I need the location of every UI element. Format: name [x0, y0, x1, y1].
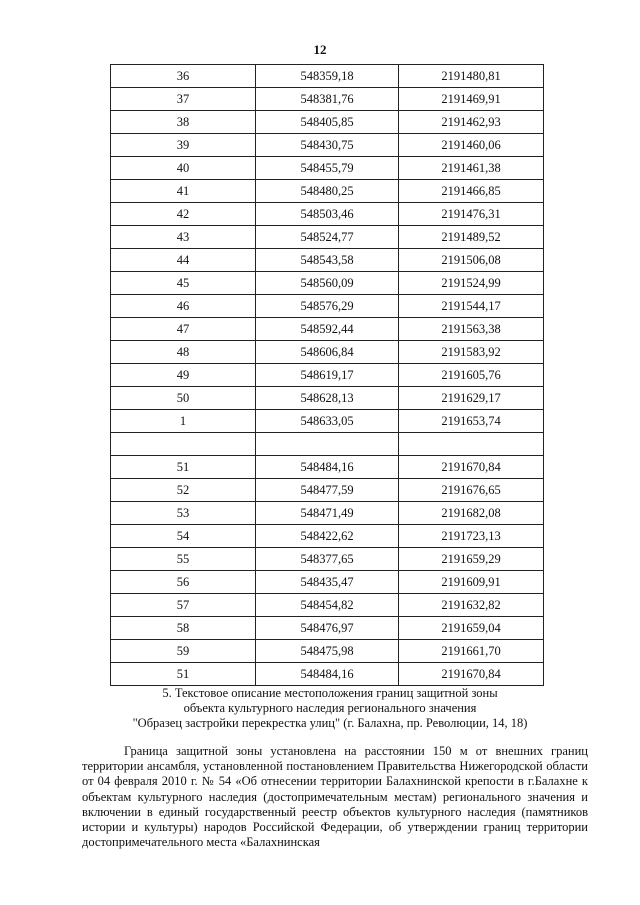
table-row: [111, 318, 544, 341]
x-coordinate-cell: 548359,18: [256, 65, 399, 88]
point-number-cell: 46: [111, 295, 256, 318]
point-number-cell: 42: [111, 203, 256, 226]
y-coordinate-cell: 2191544,17: [399, 295, 544, 318]
y-coordinate-cell: 2191506,08: [399, 249, 544, 272]
point-number-cell: 1: [111, 410, 256, 433]
y-coordinate-cell: 2191659,04: [399, 617, 544, 640]
point-number-cell: 38: [111, 111, 256, 134]
y-coordinate-cell: 2191723,13: [399, 525, 544, 548]
x-coordinate-cell: 548576,29: [256, 295, 399, 318]
x-coordinate-cell: 548475,98: [256, 640, 399, 663]
section-title-line-3: "Образец застройки перекрестка улиц" (г. Балахна, пр. Революции, 14, 18): [132, 716, 528, 730]
x-coordinate-cell: 548484,16: [256, 456, 399, 479]
y-coordinate-cell: 2191480,81: [399, 65, 544, 88]
x-coordinate-cell: 548430,75: [256, 134, 399, 157]
point-number-cell: [111, 433, 256, 456]
x-coordinate-cell: 548503,46: [256, 203, 399, 226]
point-number-cell: 41: [111, 180, 256, 203]
y-coordinate-cell: 2191489,52: [399, 226, 544, 249]
y-coordinate-cell: 2191563,38: [399, 318, 544, 341]
point-number-cell: 39: [111, 134, 256, 157]
point-number-cell: 45: [111, 272, 256, 295]
body-paragraph: [82, 744, 588, 850]
table-row: [111, 640, 544, 663]
table-row: [111, 548, 544, 571]
point-number-cell: 52: [111, 479, 256, 502]
y-coordinate-cell: 2191670,84: [399, 663, 544, 686]
y-coordinate-cell: 2191661,70: [399, 640, 544, 663]
point-number-cell: 36: [111, 65, 256, 88]
y-coordinate-cell: 2191659,29: [399, 548, 544, 571]
x-coordinate-cell: 548455,79: [256, 157, 399, 180]
point-number-cell: 58: [111, 617, 256, 640]
y-coordinate-cell: 2191632,82: [399, 594, 544, 617]
table-row: [111, 111, 544, 134]
x-coordinate-cell: 548606,84: [256, 341, 399, 364]
x-coordinate-cell: [256, 433, 399, 456]
table-row: [111, 65, 544, 88]
point-number-cell: 48: [111, 341, 256, 364]
x-coordinate-cell: 548477,59: [256, 479, 399, 502]
y-coordinate-cell: 2191629,17: [399, 387, 544, 410]
table-row: [111, 341, 544, 364]
y-coordinate-cell: 2191653,74: [399, 410, 544, 433]
point-number-cell: 43: [111, 226, 256, 249]
point-number-cell: 51: [111, 456, 256, 479]
table-row: [111, 295, 544, 318]
point-number-cell: 37: [111, 88, 256, 111]
table-row: [111, 387, 544, 410]
point-number-cell: 55: [111, 548, 256, 571]
table-row: [111, 364, 544, 387]
x-coordinate-cell: 548484,16: [256, 663, 399, 686]
y-coordinate-cell: 2191670,84: [399, 456, 544, 479]
x-coordinate-cell: 548422,62: [256, 525, 399, 548]
y-coordinate-cell: 2191682,08: [399, 502, 544, 525]
x-coordinate-cell: 548405,85: [256, 111, 399, 134]
x-coordinate-cell: 548454,82: [256, 594, 399, 617]
table-row: [111, 157, 544, 180]
point-number-cell: 51: [111, 663, 256, 686]
point-number-cell: 53: [111, 502, 256, 525]
x-coordinate-cell: 548592,44: [256, 318, 399, 341]
table-row: [111, 525, 544, 548]
table-row: [111, 203, 544, 226]
x-coordinate-cell: 548471,49: [256, 502, 399, 525]
y-coordinate-cell: 2191460,06: [399, 134, 544, 157]
table-row: [111, 226, 544, 249]
section-title: [80, 686, 580, 731]
table-row: [111, 249, 544, 272]
x-coordinate-cell: 548480,25: [256, 180, 399, 203]
point-number-cell: 54: [111, 525, 256, 548]
table-row: [111, 571, 544, 594]
y-coordinate-cell: 2191609,91: [399, 571, 544, 594]
point-number-cell: 47: [111, 318, 256, 341]
x-coordinate-cell: 548560,09: [256, 272, 399, 295]
point-number-cell: 50: [111, 387, 256, 410]
point-number-cell: 40: [111, 157, 256, 180]
y-coordinate-cell: 2191605,76: [399, 364, 544, 387]
x-coordinate-cell: 548377,65: [256, 548, 399, 571]
section-title-line-1: 5. Текстовое описание местоположения границ защитной зоны: [162, 686, 498, 700]
table-row: [111, 410, 544, 433]
y-coordinate-cell: 2191462,93: [399, 111, 544, 134]
body-paragraph-text: Граница защитной зоны установлена на расстоянии 150 м от внешних границ территории ансамбля, установленной постановлением Правительства Нижегородской области от 04 февраля 2010 г. № 54 «Об отнесении территории Балахнинской крепости в г.Балахне к объектам культурного наследия (достопримечательным местам) регионального значения и включении в единый государственный реестр объектов культурного наследия (памятников истории и культуры) народов Российской Федерации, об утверждении границ территории достопримечательного места «Балахнинская: [82, 744, 588, 850]
x-coordinate-cell: 548628,13: [256, 387, 399, 410]
table-row: [111, 88, 544, 111]
page-number: 12: [313, 42, 327, 57]
y-coordinate-cell: 2191466,85: [399, 180, 544, 203]
y-coordinate-cell: 2191583,92: [399, 341, 544, 364]
table-row: [111, 663, 544, 686]
y-coordinate-cell: [399, 433, 544, 456]
x-coordinate-cell: 548633,05: [256, 410, 399, 433]
point-number-cell: 49: [111, 364, 256, 387]
point-number-cell: 56: [111, 571, 256, 594]
x-coordinate-cell: 548524,77: [256, 226, 399, 249]
x-coordinate-cell: 548476,97: [256, 617, 399, 640]
table-row: [111, 479, 544, 502]
y-coordinate-cell: 2191476,31: [399, 203, 544, 226]
table-row: [111, 617, 544, 640]
section-title-line-2: объекта культурного наследия регионального значения: [183, 701, 477, 715]
table-row: [111, 134, 544, 157]
coordinates-table-body: [111, 65, 544, 686]
point-number-cell: 57: [111, 594, 256, 617]
y-coordinate-cell: 2191524,99: [399, 272, 544, 295]
table-row: [111, 433, 544, 456]
coordinates-table: [110, 64, 544, 686]
x-coordinate-cell: 548619,17: [256, 364, 399, 387]
point-number-cell: 59: [111, 640, 256, 663]
table-row: [111, 502, 544, 525]
point-number-cell: 44: [111, 249, 256, 272]
x-coordinate-cell: 548381,76: [256, 88, 399, 111]
x-coordinate-cell: 548435,47: [256, 571, 399, 594]
y-coordinate-cell: 2191676,65: [399, 479, 544, 502]
y-coordinate-cell: 2191469,91: [399, 88, 544, 111]
table-row: [111, 456, 544, 479]
table-row: [111, 272, 544, 295]
y-coordinate-cell: 2191461,38: [399, 157, 544, 180]
table-row: [111, 594, 544, 617]
x-coordinate-cell: 548543,58: [256, 249, 399, 272]
table-row: [111, 180, 544, 203]
